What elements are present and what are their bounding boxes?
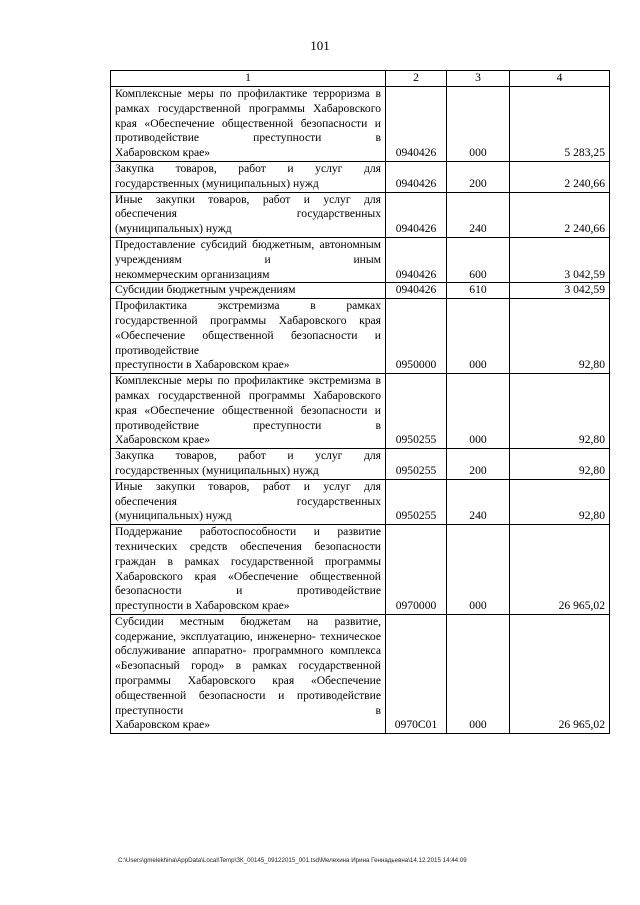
item-name-line: (муниципальных) нужд: [115, 222, 232, 236]
type-cell: 000: [447, 299, 510, 374]
item-name-line: программы Хабаровского края: [115, 101, 381, 130]
table-row: [111, 614, 610, 733]
page-number: 101: [310, 38, 330, 53]
table-row: [111, 237, 610, 282]
item-name-line: развитие технических средств обеспечения: [115, 525, 381, 553]
item-name-line: Поддержание работоспособности и: [115, 525, 320, 539]
amount-cell: 26 965,02: [510, 525, 610, 615]
amount-cell: 92,80: [510, 299, 610, 374]
item-name-cell: [111, 283, 386, 299]
table-row: [111, 299, 610, 374]
item-name-line: обеспечения государственных: [115, 207, 381, 221]
amount-cell: 92,80: [510, 374, 610, 449]
item-name-line: Иные закупки товаров, работ и услуг для: [115, 192, 381, 206]
type-cell: 000: [447, 374, 510, 449]
item-name-cell: [111, 614, 386, 733]
item-name-cell: [111, 374, 386, 449]
table-row: [111, 192, 610, 237]
type-cell: 610: [447, 283, 510, 299]
type-cell: 200: [447, 449, 510, 480]
item-name-line: Предоставление субсидий бюджетным,: [115, 237, 315, 251]
item-name-cell: [111, 479, 386, 524]
item-name-line: (муниципальных) нужд: [115, 509, 232, 523]
item-name-line: и противодействие преступности в: [115, 688, 381, 717]
item-name-line: государственной программы Хабаровского: [115, 554, 381, 583]
item-name-line: программы Хабаровского края: [115, 674, 295, 688]
item-name-line: государственных (муниципальных) нужд: [115, 463, 319, 477]
item-name-line: края «Обеспечение общественной: [194, 569, 382, 583]
type-cell: 000: [447, 525, 510, 615]
item-name-line: Иные закупки товаров, работ и услуг для: [115, 479, 381, 493]
item-name-line: и противодействие преступности в: [115, 116, 381, 145]
file-path-footer: C:\Users\gmelekhina\AppData\Local\Temp\ЗК_00145_09122015_001.tsd\Мелехина Ирина Геннадьевна\14.12.2015 14:44:09: [118, 857, 467, 864]
item-name-line: Хабаровском крае»: [115, 433, 211, 447]
table-row: [111, 479, 610, 524]
item-name-line: края «Обеспечение общественной: [115, 313, 381, 342]
column-header-4: 4: [510, 71, 610, 87]
item-name-line: государственных (муниципальных) нужд: [115, 176, 319, 190]
table-row: [111, 283, 610, 299]
item-name-line: «Обеспечение общественной безопасности: [144, 403, 368, 417]
amount-cell: 3 042,59: [510, 283, 610, 299]
table-row: [111, 161, 610, 192]
item-name-line: и противодействие преступности в: [115, 403, 381, 432]
amount-cell: 5 283,25: [510, 87, 610, 162]
item-name-line: техническое обслуживание аппаратно-: [115, 629, 381, 658]
type-cell: 000: [447, 614, 510, 733]
item-name-line: Закупка товаров, работ и услуг для: [115, 449, 381, 463]
table-header-row: [111, 71, 610, 87]
item-name-line: безопасности и противодействие: [115, 584, 381, 598]
column-header-1: 1: [111, 71, 386, 87]
code-cell: 0970000: [386, 525, 447, 615]
item-name-line: безопасности граждан в рамках: [115, 539, 381, 568]
amount-cell: 92,80: [510, 479, 610, 524]
item-name-line: экстремизма в рамках государственной: [115, 374, 381, 402]
type-cell: 600: [447, 237, 510, 282]
item-name-line: автономным учреждениям и иным: [115, 237, 381, 266]
item-name-line: обеспечения государственных: [115, 494, 381, 508]
code-cell: 0950000: [386, 299, 447, 374]
item-name-line: преступности в Хабаровском крае»: [115, 358, 290, 372]
item-name-line: Комплексные меры по профилактике: [115, 374, 304, 388]
item-name-line: безопасности и противодействие: [115, 328, 381, 357]
code-cell: 0940426: [386, 283, 447, 299]
column-header-2: 2: [386, 71, 447, 87]
item-name-line: Субсидии бюджетным учреждениям: [115, 283, 296, 297]
item-name-line: содержание, эксплуатацию, инженерно-: [115, 629, 316, 643]
type-cell: 240: [447, 479, 510, 524]
type-cell: 000: [447, 87, 510, 162]
type-cell: 200: [447, 161, 510, 192]
amount-cell: 2 240,66: [510, 192, 610, 237]
amount-cell: 2 240,66: [510, 161, 610, 192]
item-name-line: Профилактика экстремизма в рамках: [115, 299, 381, 313]
table-row: [111, 449, 610, 480]
code-cell: 0970С01: [386, 614, 447, 733]
code-cell: 0940426: [386, 87, 447, 162]
item-name-cell: [111, 161, 386, 192]
item-name-cell: [111, 192, 386, 237]
code-cell: 0940426: [386, 237, 447, 282]
item-name-line: государственной программы Хабаровского: [115, 313, 347, 327]
table-row: [111, 374, 610, 449]
amount-cell: 26 965,02: [510, 614, 610, 733]
item-name-line: преступности в Хабаровском крае»: [115, 599, 290, 613]
code-cell: 0940426: [386, 161, 447, 192]
item-name-line: программного комплекса «Безопасный: [115, 644, 381, 673]
item-name-line: Хабаровском крае»: [115, 146, 211, 160]
item-name-line: «Обеспечение общественной безопасности: [144, 116, 368, 130]
item-name-line: Субсидии местным бюджетам на развитие,: [115, 614, 381, 628]
amount-cell: 92,80: [510, 449, 610, 480]
item-name-line: Комплексные меры по профилактике: [115, 87, 308, 100]
column-header-3: 3: [447, 71, 510, 87]
type-cell: 240: [447, 192, 510, 237]
item-name-cell: [111, 525, 386, 615]
code-cell: 0940426: [386, 192, 447, 237]
item-name-line: терроризма в рамках государственной: [115, 87, 381, 115]
budget-table: [110, 70, 610, 734]
code-cell: 0950255: [386, 449, 447, 480]
table-row: [111, 525, 610, 615]
code-cell: 0950255: [386, 374, 447, 449]
item-name-cell: [111, 299, 386, 374]
code-cell: 0950255: [386, 479, 447, 524]
item-name-line: программы Хабаровского края: [115, 388, 381, 417]
item-name-line: некоммерческим организациям: [115, 267, 270, 281]
amount-cell: 3 042,59: [510, 237, 610, 282]
item-name-cell: [111, 237, 386, 282]
item-name-line: «Обеспечение общественной безопасности: [115, 674, 381, 702]
item-name-line: город» в рамках государственной: [191, 659, 381, 673]
item-name-line: Закупка товаров, работ и услуг для: [115, 161, 381, 175]
table-row: [111, 87, 610, 162]
item-name-line: Хабаровском крае»: [115, 718, 211, 732]
item-name-cell: [111, 87, 386, 162]
item-name-cell: [111, 449, 386, 480]
